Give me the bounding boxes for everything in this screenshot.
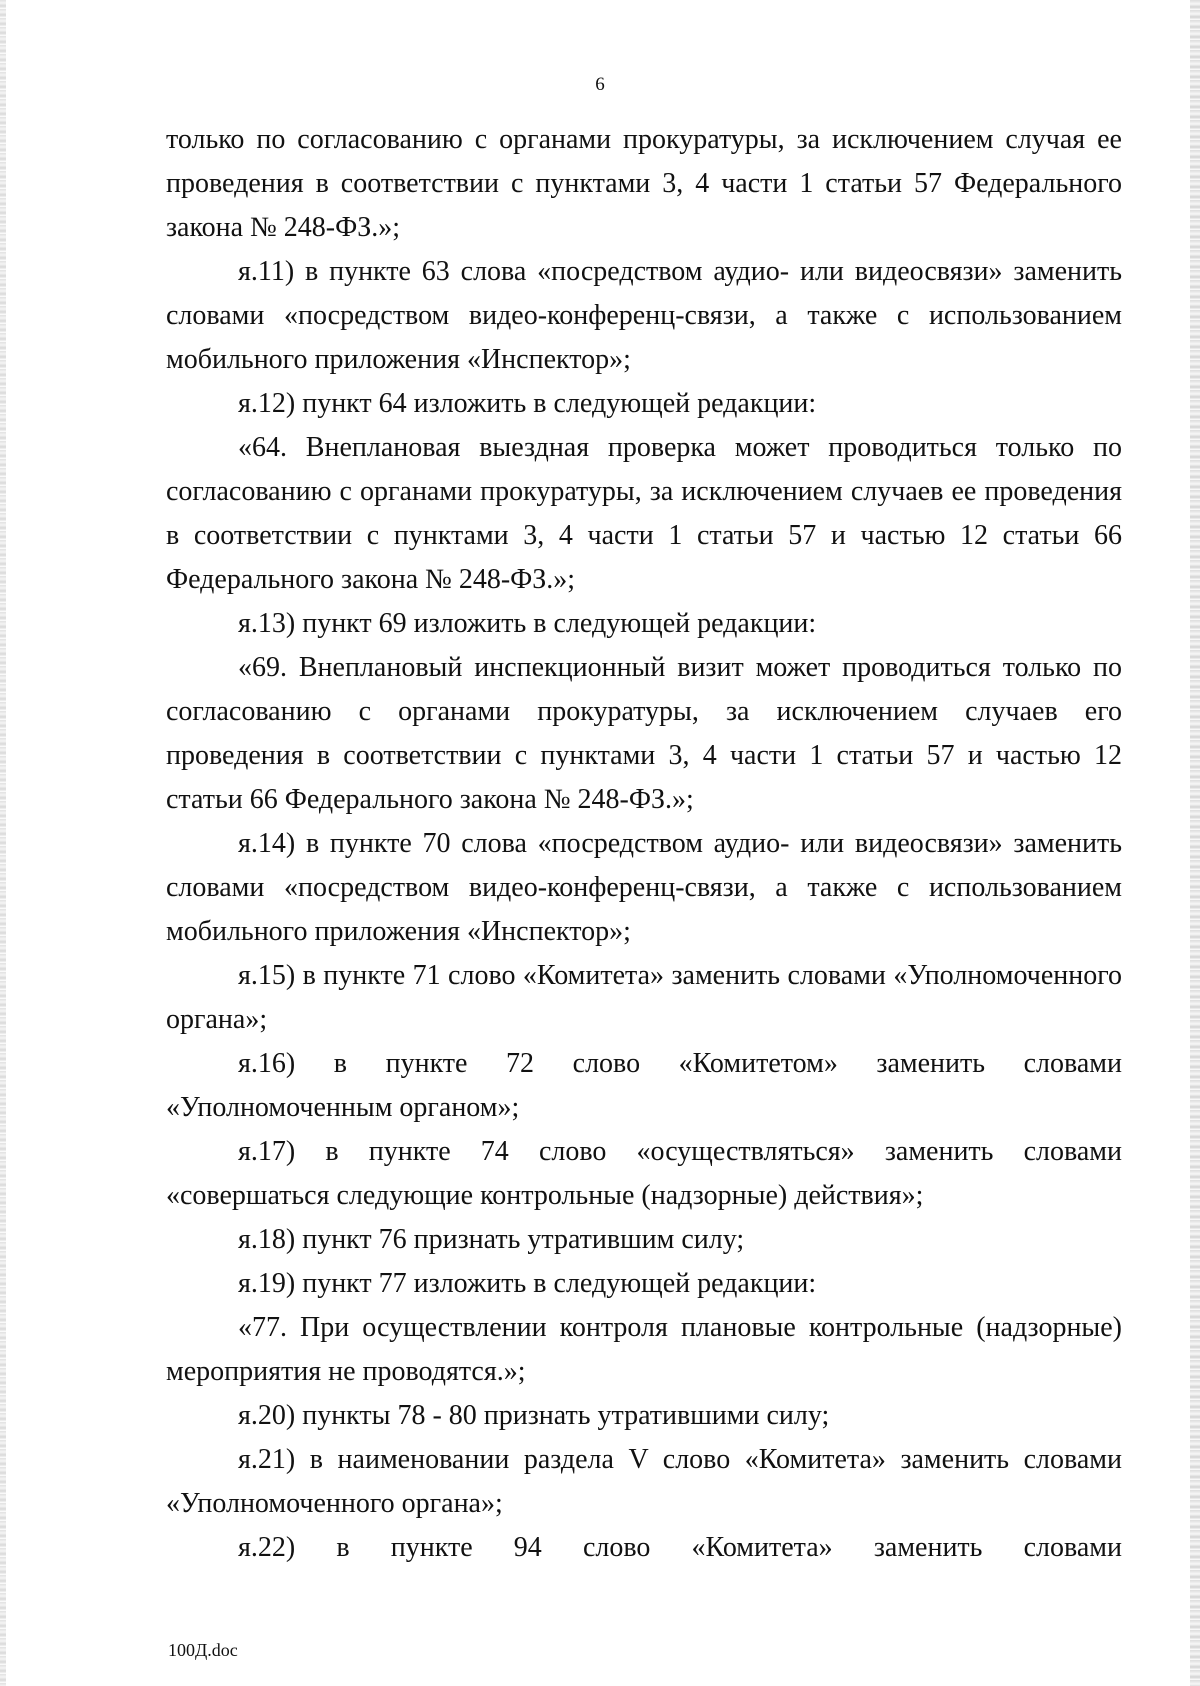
paragraph-continuation: только по согласованию с органами прокуратуры, за исключением случая ее проведения в соответствии с пунктами 3, 4 части 1 статьи 57 Федерального закона № 248-ФЗ.»; bbox=[166, 124, 1122, 243]
paragraph-clause-64: «64. Внеплановая выездная проверка может проводиться только по согласованию с органами прокуратуры, за исключением случаев ее проведения в соответствии с пунктами 3, 4 части 1 статьи 57 и частью 12 статьи 66 Федерального закона № 248-ФЗ.»; bbox=[166, 432, 1122, 595]
paragraph-item-20: я.20) пункты 78 - 80 признать утратившими силу; bbox=[238, 1400, 830, 1431]
paragraph-item-16: я.16) в пункте 72 слово «Комитетом» заменить словами «Уполномоченным органом»; bbox=[166, 1048, 1122, 1123]
paragraph-item-11: я.11) в пункте 63 слова «посредством аудио- или видеосвязи» заменить словами «посредством видео-конференц-связи, а также с использованием мобильного приложения «Инспектор»; bbox=[166, 256, 1122, 375]
paragraph-item-22: я.22) в пункте 94 слово «Комитета» заменить словами bbox=[238, 1532, 1122, 1563]
scan-edge-left bbox=[0, 0, 6, 1686]
page-number: 6 bbox=[595, 74, 605, 95]
paragraph-item-13: я.13) пункт 69 изложить в следующей редакции: bbox=[238, 608, 817, 639]
document-body bbox=[166, 118, 1122, 1570]
paragraph-item-17: я.17) в пункте 74 слово «осуществляться» заменить словами «совершаться следующие контрольные (надзорные) действия»; bbox=[166, 1136, 1122, 1211]
paragraph-clause-77: «77. При осуществлении контроля плановые контрольные (надзорные) мероприятия не проводятся.»; bbox=[166, 1312, 1122, 1387]
paragraph-item-19: я.19) пункт 77 изложить в следующей редакции: bbox=[238, 1268, 817, 1299]
paragraph-item-21: я.21) в наименовании раздела V слово «Комитета» заменить словами «Уполномоченного органа»; bbox=[166, 1444, 1122, 1519]
scan-edge-right bbox=[1190, 0, 1200, 1686]
paragraph-item-15: я.15) в пункте 71 слово «Комитета» заменить словами «Уполномоченного органа»; bbox=[166, 960, 1122, 1035]
paragraph-clause-69: «69. Внеплановый инспекционный визит может проводиться только по согласованию с органами прокуратуры, за исключением случаев его проведения в соответствии с пунктами 3, 4 части 1 статьи 57 и частью 12 статьи 66 Федерального закона № 248-ФЗ.»; bbox=[166, 652, 1122, 815]
file-name-footer: 100Д.doc bbox=[168, 1640, 238, 1660]
paragraph-item-14: я.14) в пункте 70 слова «посредством аудио- или видеосвязи» заменить словами «посредством видео-конференц-связи, а также с использованием мобильного приложения «Инспектор»; bbox=[166, 828, 1122, 947]
paragraph-item-18: я.18) пункт 76 признать утратившим силу; bbox=[238, 1224, 745, 1255]
paragraph-item-12: я.12) пункт 64 изложить в следующей редакции: bbox=[238, 388, 817, 419]
